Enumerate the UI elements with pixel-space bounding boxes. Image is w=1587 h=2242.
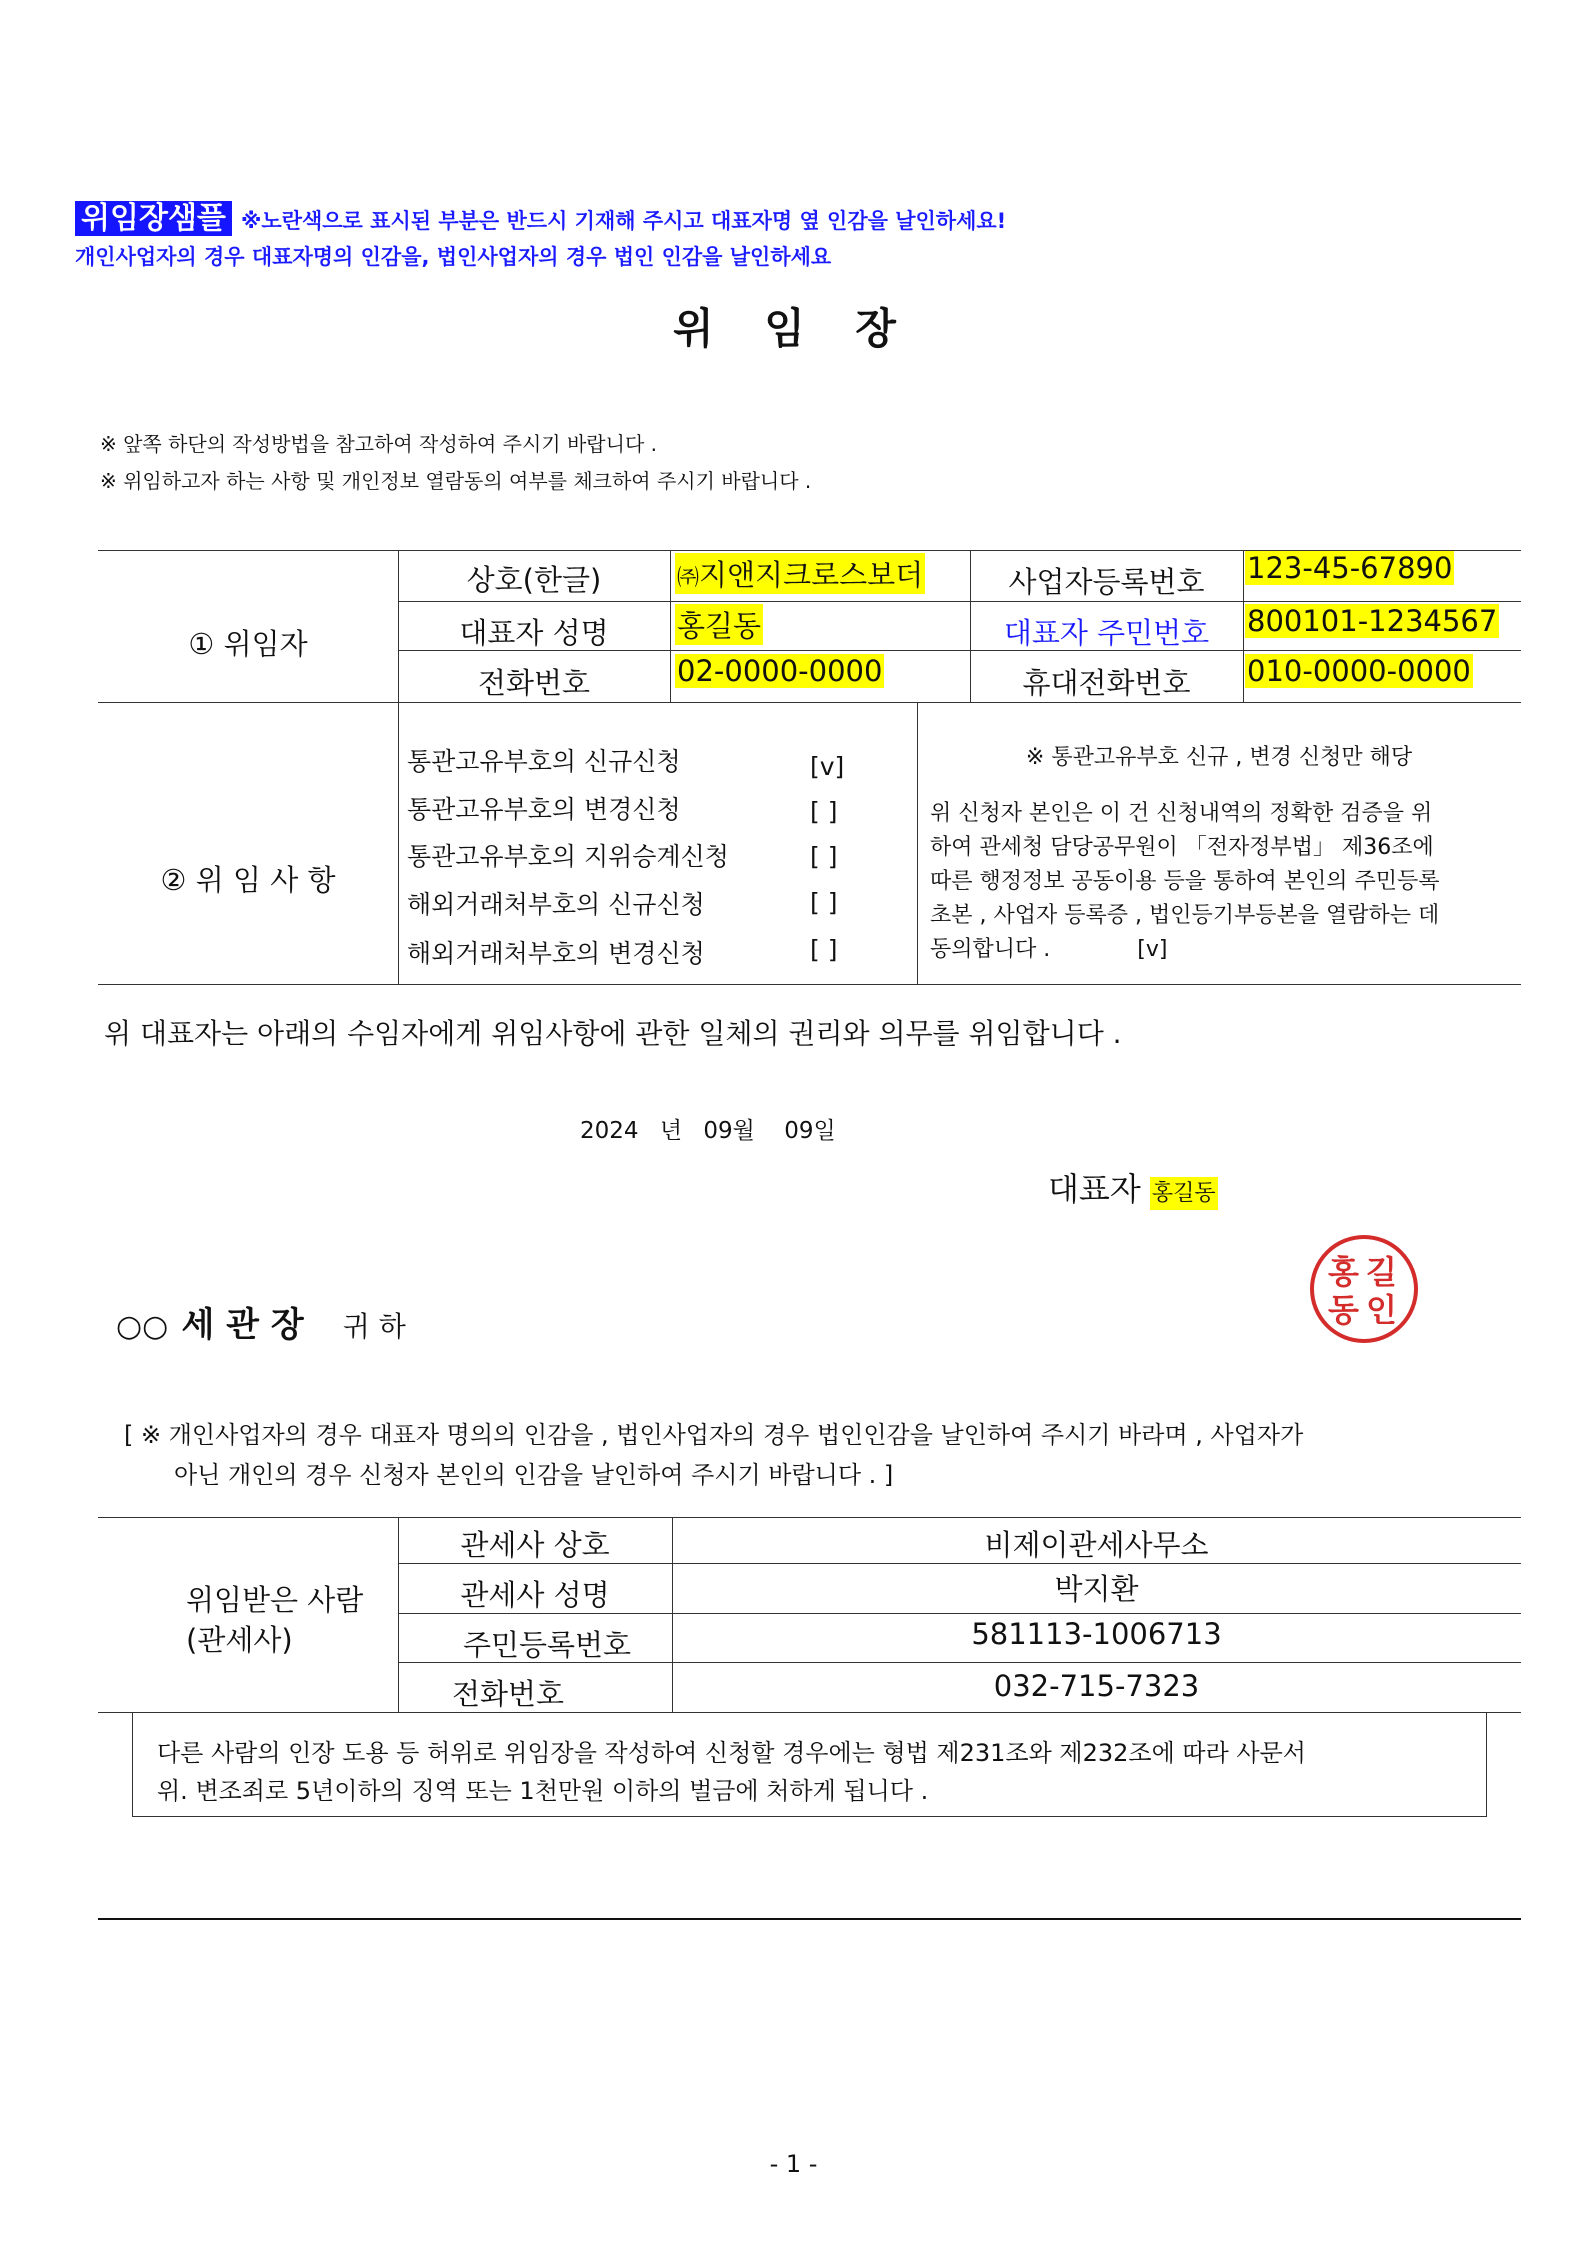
bottom-divider bbox=[98, 1918, 1521, 1920]
stamp-char: 인 bbox=[1366, 1291, 1397, 1329]
delegator-section-label: ① 위임자 bbox=[188, 627, 308, 661]
sample-tag: 위임장샘플 bbox=[75, 201, 232, 236]
rep-id-label: 대표자 주민번호 bbox=[1003, 616, 1210, 650]
warning-line: 위. 변조죄로 5년이하의 징역 또는 1천만원 이하의 벌금에 처하게 됩니다 . bbox=[157, 1777, 929, 1805]
warning-text bbox=[157, 1734, 1306, 1810]
agent-name-label: 관세사 성명 bbox=[460, 1578, 610, 1612]
agent-firm-label: 관세사 상호 bbox=[460, 1528, 610, 1562]
biz-no-label: 사업자등록번호 bbox=[1008, 565, 1205, 599]
company-name-value bbox=[675, 553, 925, 594]
delegation-item-check[interactable]: [v] bbox=[810, 752, 845, 781]
notice-line-1: ※노란색으로 표시된 부분은 반드시 기재해 주시고 대표자명 옆 인감을 날인하세요! bbox=[241, 209, 1007, 233]
agent-section-label bbox=[186, 1580, 363, 1660]
rep-name-value: 홍길동 bbox=[675, 604, 763, 645]
delegation-item-check[interactable]: [ ] bbox=[810, 935, 838, 964]
stamp-char: 홍 bbox=[1328, 1253, 1359, 1291]
delegation-item bbox=[407, 837, 729, 873]
mobile-label: 휴대전화번호 bbox=[1022, 666, 1191, 700]
mobile-value: 010-0000-0000 bbox=[1247, 654, 1471, 688]
biz-no-value: 123-45-67890 bbox=[1247, 551, 1453, 585]
delegation-item-label: 해외거래처부호의 신규신청 bbox=[407, 890, 705, 919]
consent-line: 동의합니다 . bbox=[930, 937, 1051, 962]
delegation-section-label: ② 위 임 사 항 bbox=[160, 863, 336, 897]
consent-last-line bbox=[930, 933, 1515, 967]
representative-label: 대표자 bbox=[1048, 1170, 1141, 1208]
seal-note-line: 아닌 개인의 경우 신청자 본인의 인감을 날인하여 주시기 바랍니다 . ] bbox=[174, 1461, 894, 1489]
consent-line: 따른 행정정보 공동이용 등을 통하여 본인의 주민등록 bbox=[930, 869, 1440, 894]
consent-check[interactable]: [v] bbox=[1137, 937, 1168, 962]
delegation-item bbox=[407, 742, 681, 778]
delegation-item-check[interactable]: [ ] bbox=[810, 797, 838, 826]
company-name-text: 지앤지크로스보더 bbox=[699, 558, 924, 592]
warning-box bbox=[132, 1712, 1487, 1817]
delegation-item-label: 통관고유부호의 신규신청 bbox=[407, 747, 681, 776]
stamp-char: 길 bbox=[1366, 1253, 1397, 1291]
seal-note-line: [ ※ 개인사업자의 경우 대표자 명의의 인감을 , 법인사업자의 경우 법인인감을 날인하여 주시기 바라며 , 사업자가 bbox=[124, 1421, 1304, 1449]
document-title: 위 임 장 bbox=[673, 304, 914, 353]
consent-line: 위 신청자 본인은 이 건 신청내역의 정확한 검증을 위 bbox=[930, 801, 1433, 826]
representative-name: 홍길동 bbox=[1150, 1177, 1218, 1210]
page-number: - 1 - bbox=[769, 2150, 818, 2178]
agent-id-label: 주민등록번호 bbox=[462, 1628, 632, 1662]
recipient-office: 세 관 장 bbox=[181, 1305, 304, 1345]
phone-value: 02-0000-0000 bbox=[677, 654, 883, 688]
recipient-honorific: 귀 하 bbox=[342, 1310, 406, 1343]
company-prefix: ㈜ bbox=[677, 566, 700, 591]
recipient-prefix: ○○ bbox=[116, 1309, 169, 1344]
company-name-label: 상호(한글) bbox=[466, 563, 602, 597]
rep-name-label: 대표자 성명 bbox=[459, 616, 609, 650]
delegation-item-label: 해외거래처부호의 변경신청 bbox=[407, 939, 705, 968]
date-day: 09일 bbox=[784, 1118, 836, 1144]
seal-stamp-icon bbox=[1310, 1235, 1418, 1343]
delegation-item-check[interactable]: [ ] bbox=[810, 888, 838, 917]
delegation-note-title: ※ 통관고유부호 신규 , 변경 신청만 해당 bbox=[1025, 745, 1413, 770]
recipient-line bbox=[116, 1297, 406, 1346]
agent-label-line: 위임받은 사람 bbox=[186, 1583, 364, 1617]
consent-line: 하여 관세청 담당공무원이 「전자정부법」 제36조에 bbox=[930, 835, 1434, 860]
agent-firm-value: 비제이관세사무소 bbox=[984, 1528, 1209, 1562]
date-month: 09월 bbox=[703, 1118, 755, 1144]
agent-name-value: 박지환 bbox=[1054, 1572, 1139, 1606]
delegation-item bbox=[407, 885, 705, 921]
delegation-item-check[interactable]: [ ] bbox=[810, 842, 838, 871]
delegation-item-label: 통관고유부호의 지위승계신청 bbox=[407, 842, 729, 871]
delegation-item bbox=[407, 790, 681, 826]
agent-id-value: 581113-1006713 bbox=[971, 1617, 1222, 1651]
representative-signature bbox=[1048, 1164, 1218, 1210]
instruction-2: ※ 위임하고자 하는 사항 및 개인정보 열람동의 여부를 체크하여 주시기 바랍니다 . bbox=[100, 469, 812, 493]
header-notice bbox=[75, 193, 1006, 237]
rep-id-value: 800101-1234567 bbox=[1247, 604, 1498, 638]
consent-line: 초본 , 사업자 등록증 , 법인등기부등본을 열람하는 데 bbox=[930, 903, 1440, 928]
consent-text bbox=[930, 797, 1515, 967]
phone-label: 전화번호 bbox=[477, 666, 591, 700]
seal-note bbox=[124, 1415, 1303, 1495]
agent-phone-label: 전화번호 bbox=[451, 1677, 565, 1711]
instruction-1: ※ 앞쪽 하단의 작성방법을 참고하여 작성하여 주시기 바랍니다 . bbox=[100, 432, 657, 456]
delegation-statement: 위 대표자는 아래의 수임자에게 위임사항에 관한 일체의 권리와 의무를 위임합니다 . bbox=[104, 1017, 1122, 1050]
date-year-unit: 년 bbox=[659, 1118, 683, 1144]
date-year: 2024 bbox=[580, 1118, 639, 1144]
warning-line: 다른 사람의 인장 도용 등 허위로 위임장을 작성하여 신청할 경우에는 형법 제231조와 제232조에 따라 사문서 bbox=[157, 1739, 1306, 1767]
stamp-char: 동 bbox=[1328, 1291, 1359, 1329]
date-line bbox=[580, 1112, 836, 1145]
delegation-item bbox=[407, 934, 705, 970]
agent-phone-value: 032-715-7323 bbox=[993, 1669, 1200, 1703]
agent-label-line: (관세사) bbox=[186, 1623, 293, 1657]
delegation-item-label: 통관고유부호의 변경신청 bbox=[407, 795, 681, 824]
notice-line-2: 개인사업자의 경우 대표자명의 인감을, 법인사업자의 경우 법인 인감을 날인하세요 bbox=[75, 245, 832, 269]
